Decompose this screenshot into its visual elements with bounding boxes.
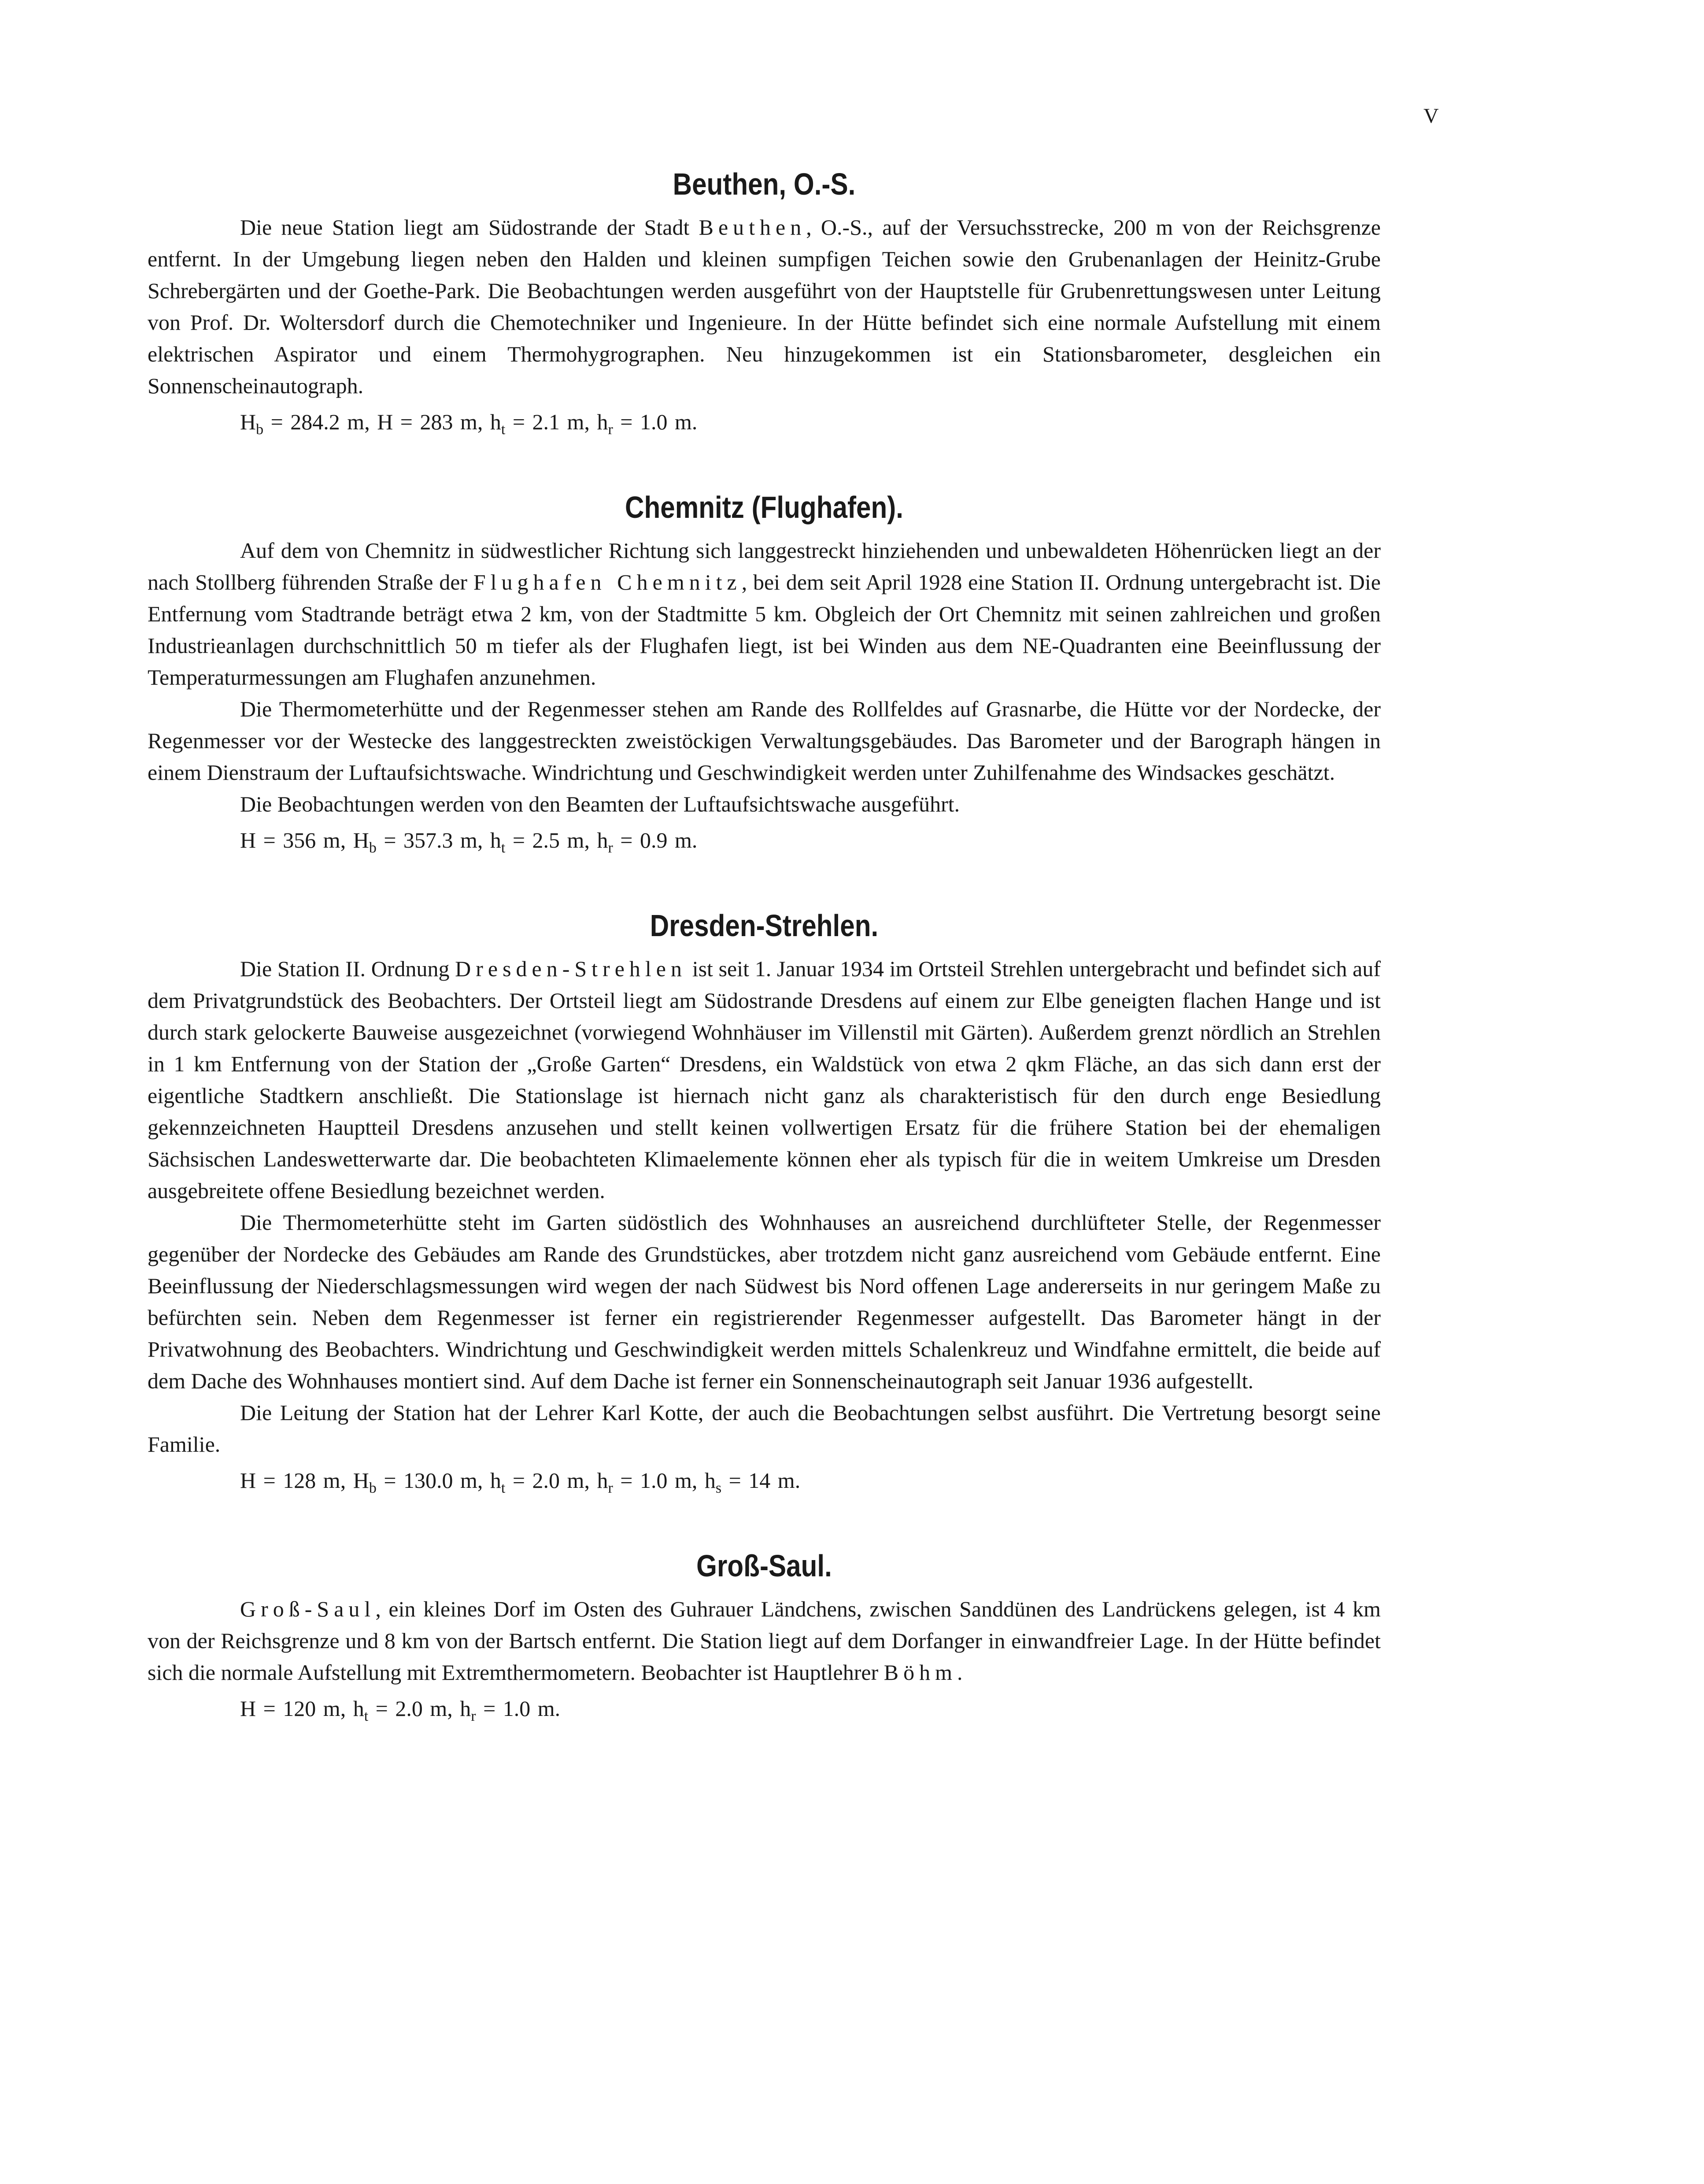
- paragraph: [148, 953, 1381, 1206]
- paragraph: Die Beobachtungen werden von den Beamten der Luftaufsichtswache ausgeführt.: [240, 792, 960, 816]
- station-formula: [148, 824, 1381, 856]
- page-number: V: [1423, 104, 1439, 128]
- paragraph: [148, 535, 1381, 693]
- formula-subscript: s: [715, 1480, 722, 1496]
- section-gross-saul: [148, 1545, 1381, 1724]
- formula-text: = 2.5 m, h: [505, 828, 608, 852]
- text-run: ist seit 1. Januar 1934 im Ortsteil Strehlen untergebracht und befindet sich auf dem Privatgrundstück des Beobachters. Der Ortsteil liegt am Südostrande Dresdens auf einem zur Elbe geneigten flachen Hange und ist durch stark gelockerte Bauweise ausgezeichnet (vorwiegend Wohnhäuser im Villenstil mit Gärten). Außerdem grenzt nördlich an Strehlen in 1 km Entfernung von der Station der „Große Garten“ Dresdens, ein Waldstück von etwa 2 qkm Fläche, an das sich dann erst der eigentliche Stadtkern anschließt. Die Stationslage ist hiernach nicht ganz als charakteristisch für den durch enge Besiedlung gekennzeichneten Hauptteil Dresdens anzusehen und stellt keinen vollwertigen Ersatz für die frühere Station bei der ehemaligen Sächsischen Landeswetterwarte dar. Die beobachteten Klimaelemente können eher als typisch für die in weitem Umkreise um Dresden ausgebreitete offene Besiedlung bezeichnet werden.: [148, 956, 1381, 1203]
- formula-subscript: b: [369, 1480, 377, 1496]
- text-run: Die Station II. Ordnung: [240, 956, 455, 981]
- formula-text: = 2.1 m, h: [505, 410, 608, 434]
- paragraph: Die Thermometerhütte steht im Garten südöstlich des Wohnhauses an ausreichend durchlüfteter Stelle, der Regenmesser gegenüber der Nordecke des Gebäudes am Rande des Grundstückes, aber trotzdem nicht ganz ausreichend vom Gebäude entfernt. Eine Beeinflussung der Niederschlagsmessungen wird wegen der nach Südwest bis Nord offenen Lage andererseits in nur geringem Maße zu befürchten sein. Neben dem Regenmesser ist ferner ein registrierender Regenmesser aufgestellt. Das Barometer hängt in der Privatwohnung des Beobachters. Windrichtung und Geschwindigkeit werden mittels Schalenkreuz und Windfahne ermittelt, die beide auf dem Dache des Wohnhauses montiert sind. Auf dem Dache ist ferner ein Sonnenscheinautograph seit Januar 1936 aufgestellt.: [148, 1210, 1381, 1393]
- formula-subscript: b: [369, 840, 377, 856]
- formula-text: H = 356 m, H: [240, 828, 369, 852]
- spaced-name: Beuthen: [699, 215, 806, 240]
- formula-text: = 284.2 m, H = 283 m, h: [263, 410, 501, 434]
- formula-text: H = 120 m, h: [240, 1696, 364, 1721]
- formula-subscript: b: [256, 421, 264, 438]
- formula-subscript: t: [501, 421, 506, 438]
- section-chemnitz: [148, 486, 1381, 856]
- formula-text: = 130.0 m, h: [376, 1468, 501, 1493]
- section-title: Chemnitz (Flughafen).: [625, 490, 904, 524]
- text-run: , O.-S., auf der Versuchsstrecke, 200 m von der Reichsgrenze entfernt. In der Umgebung liegen neben den Halden und kleinen sumpfigen Teichen sowie den Grubenanlagen der Heinitz-Grube Schrebergärten und der Goethe-Park. Die Beobachtungen werden ausgeführt von der Hauptstelle für Grubenrettungswesen unter Leitung von Prof. Dr. Woltersdorf durch die Chemotechniker und Ingenieure. In der Hütte befindet sich eine normale Aufstellung mit einem elektrischen Aspirator und einem Thermohygrographen. Neu hinzugekommen ist ein Stationsbarometer, desgleichen ein Sonnenscheinautograph.: [148, 215, 1381, 398]
- formula-subscript: t: [501, 1480, 506, 1496]
- formula-subscript: r: [608, 1480, 613, 1496]
- text-run: .: [957, 1660, 963, 1685]
- text-run: , ein kleines Dorf im Osten des Guhrauer Ländchens, zwischen Sanddünen des Landrückens gelegen, ist 4 km von der Reichsgrenze und 8 km von der Bartsch entfernt. Die Station liegt auf dem Dorfanger in einwandfreier Lage. In der Hütte befindet sich die normale Aufstellung mit Extremthermometern. Beobachter ist Hauptlehrer: [148, 1597, 1381, 1685]
- formula-subscript: t: [364, 1708, 369, 1724]
- paragraph: [148, 211, 1381, 402]
- spaced-name: Groß-Saul: [240, 1597, 376, 1621]
- section-title: Dresden-Strehlen.: [650, 908, 879, 943]
- text-run: Auf dem von Chemnitz in südwestlicher Richtung sich langgestreckt hinziehenden und unbewaldeten Höhenrücken liegt an der nach Stollberg führenden Straße der: [148, 538, 1381, 594]
- text-run: , der auch die Beobachtungen selbst ausführt. Die Vertretung besorgt seine Familie.: [148, 1400, 1381, 1457]
- formula-text: = 1.0 m, h: [613, 1468, 716, 1493]
- formula-subscript: r: [608, 840, 613, 856]
- section-beuthen: [148, 163, 1381, 438]
- formula-text: = 14 m.: [721, 1468, 801, 1493]
- page-body: [148, 163, 1381, 1724]
- formula-text: H: [240, 410, 256, 434]
- formula-subscript: r: [608, 421, 613, 438]
- text-run: Die neue Station liegt am Südostrande der Stadt: [240, 215, 699, 240]
- formula-text: = 1.0 m.: [613, 410, 698, 434]
- text-run: , bei dem seit April 1928 eine Station II. Ordnung untergebracht ist. Die Entfernung vom Stadtrande beträgt etwa 2 km, von der Stadtmitte 5 km. Obgleich der Ort Chemnitz mit seinen zahlreichen und großen Industrieanlagen durchschnittlich 50 m tiefer als der Flughafen liegt, ist bei Winden aus dem NE-Quadranten eine Beeinflussung der Temperaturmessungen am Flughafen anzunehmen.: [148, 570, 1381, 690]
- formula-text: = 2.0 m, h: [368, 1696, 471, 1721]
- section-dresden-strehlen: [148, 904, 1381, 1496]
- formula-text: H = 128 m, H: [240, 1468, 369, 1493]
- spaced-name: Dresden-Strehlen: [455, 956, 687, 981]
- formula-text: = 2.0 m, h: [505, 1468, 608, 1493]
- section-title: Beuthen, O.-S.: [673, 167, 856, 201]
- text-run: Die Leitung der Station hat der Lehrer: [240, 1400, 602, 1425]
- formula-text: = 1.0 m.: [476, 1696, 561, 1721]
- station-formula: [148, 406, 1381, 438]
- formula-text: = 357.3 m, h: [376, 828, 501, 852]
- paragraph: Die Thermometerhütte und der Regenmesser stehen am Rande des Rollfeldes auf Grasnarbe, die Hütte vor der Nordecke, der Regenmesser vor der Westecke des langgestreckten zweistöckigen Verwaltungsgebäudes. Das Barometer und der Barograph hängen in einem Dienstraum der Luftaufsichtswache. Windrichtung und Geschwindigkeit werden unter Zuhilfenahme des Windsackes geschätzt.: [148, 697, 1381, 785]
- formula-subscript: r: [471, 1708, 476, 1724]
- spaced-name: Flughafen Chemnitz: [473, 570, 742, 594]
- observer-name: Böhm: [883, 1660, 957, 1685]
- paragraph: [148, 1397, 1381, 1460]
- paragraph: [148, 1593, 1381, 1688]
- section-title: Groß-Saul.: [696, 1549, 832, 1583]
- formula-text: = 0.9 m.: [613, 828, 698, 852]
- observer-name: Karl Kotte: [602, 1400, 698, 1425]
- station-formula: [148, 1693, 1381, 1724]
- formula-subscript: t: [501, 840, 506, 856]
- station-formula: [148, 1465, 1381, 1496]
